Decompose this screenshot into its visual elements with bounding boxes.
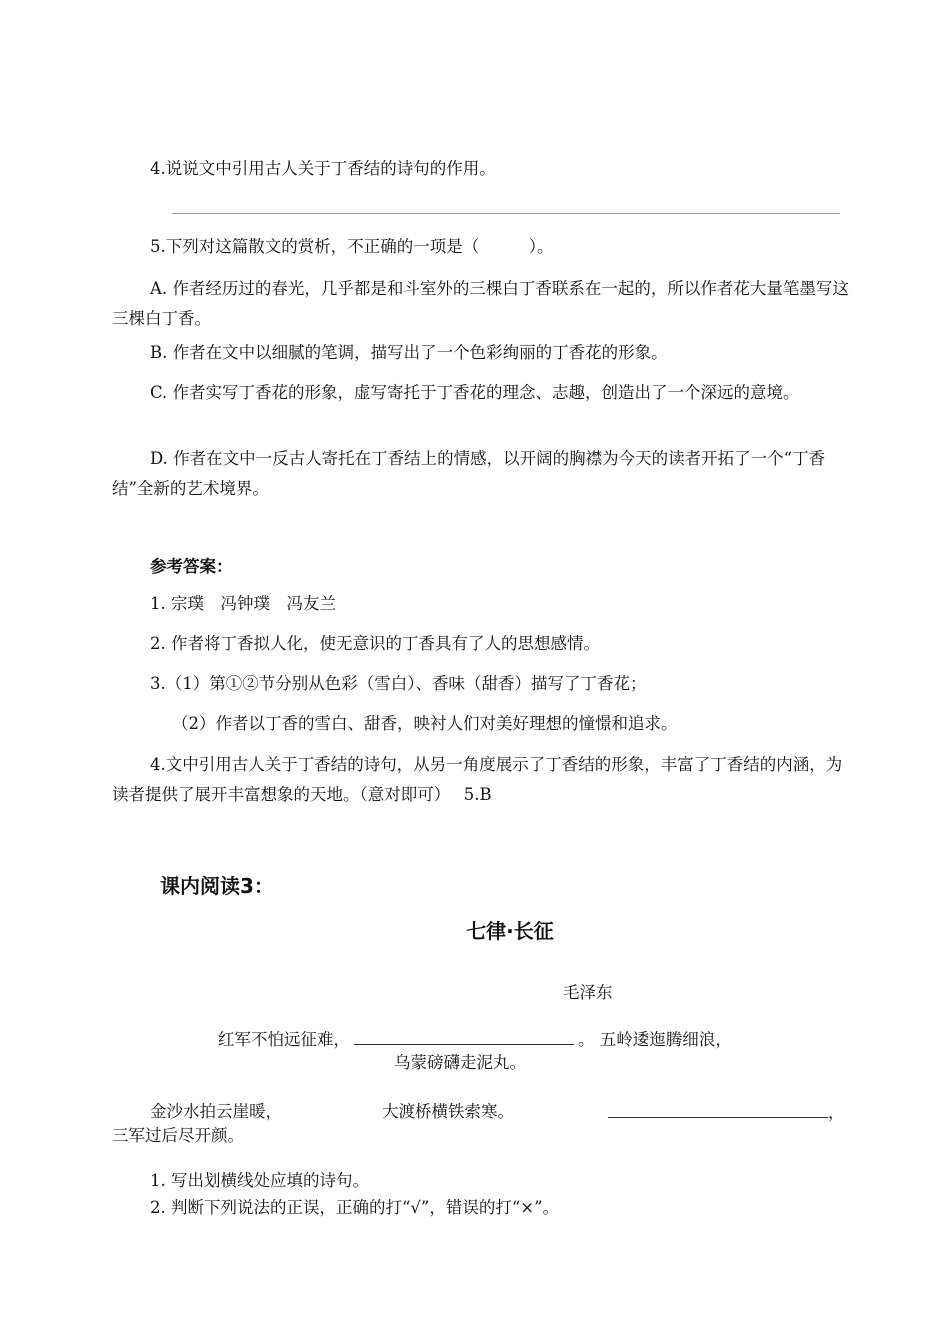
- poem-line-4: 三军过后尽开颜。: [112, 1126, 244, 1145]
- task-2: 2. 判断下列说法的正误，正确的打“√”，错误的打“×”。: [150, 1198, 560, 1217]
- answer-3-part-2: （2）作者以丁香的雪白、甜香，映衬人们对美好理想的憧憬和追求。: [172, 714, 678, 733]
- answer-2: 2. 作者将丁香拟人化，使无意识的丁香具有了人的思想感情。: [150, 634, 600, 653]
- poem-title: 七律·长征: [466, 919, 554, 943]
- poem-line-1-start: 红军不怕远征难，: [218, 1030, 350, 1049]
- answers-heading: 参考答案：: [150, 557, 233, 576]
- poem-line-3-b: 大渡桥横铁索寒。: [382, 1102, 514, 1121]
- poem-line-1: [218, 1028, 732, 1051]
- answer-1: 1. 宗璞 冯钟璞 冯友兰: [150, 594, 336, 613]
- option-d: D. 作者在文中一反古人寄托在丁香结上的情感，以开阔的胸襟为今天的读者开拓了一个“丁香结”全新的艺术境界。: [112, 449, 826, 498]
- task-1: 1. 写出划横线处应填的诗句。: [150, 1171, 369, 1190]
- option-a: A. 作者经历过的春光，几乎都是和斗室外的三棵白丁香联系在一起的，所以作者花大量笔墨写这三棵白丁香。: [112, 279, 849, 328]
- comma: ，: [828, 1103, 845, 1122]
- fill-blank-1[interactable]: [354, 1028, 574, 1045]
- poem-line-2: 乌蒙磅礴走泥丸。: [394, 1053, 526, 1072]
- fill-blank-2[interactable]: [608, 1101, 828, 1118]
- option-c: C. 作者实写丁香花的形象，虚写寄托于丁香花的理念、志趣，创造出了一个深远的意境。: [150, 383, 800, 402]
- poem-line-3-a: 金沙水拍云崖暖，: [150, 1102, 282, 1121]
- question-4: 4.说说文中引用古人关于丁香结的诗句的作用。: [150, 159, 496, 178]
- question-5: 5.下列对这篇散文的赏析，不正确的一项是（ ）。: [150, 237, 554, 256]
- option-b: B. 作者在文中以细腻的笔调，描写出了一个色彩绚丽的丁香花的形象。: [150, 343, 668, 362]
- answer-3-part-1: 3.（1）第①②节分别从色彩（雪白）、香味（甜香）描写了丁香花；: [150, 674, 647, 693]
- section-heading: 课内阅读3：: [160, 874, 274, 898]
- answer-line: [172, 213, 840, 214]
- poem-line-3-blank: [608, 1101, 845, 1124]
- answer-4-5: 4.文中引用古人关于丁香结的诗句，从另一角度展示了丁香结的形象，丰富了丁香结的内涵，为读者提供了展开丰富想象的天地。（意对即可） 5.B: [112, 755, 843, 804]
- poem-line-1-end: 。 五岭逶迤腾细浪，: [578, 1030, 732, 1049]
- poem-author: 毛泽东: [563, 983, 613, 1002]
